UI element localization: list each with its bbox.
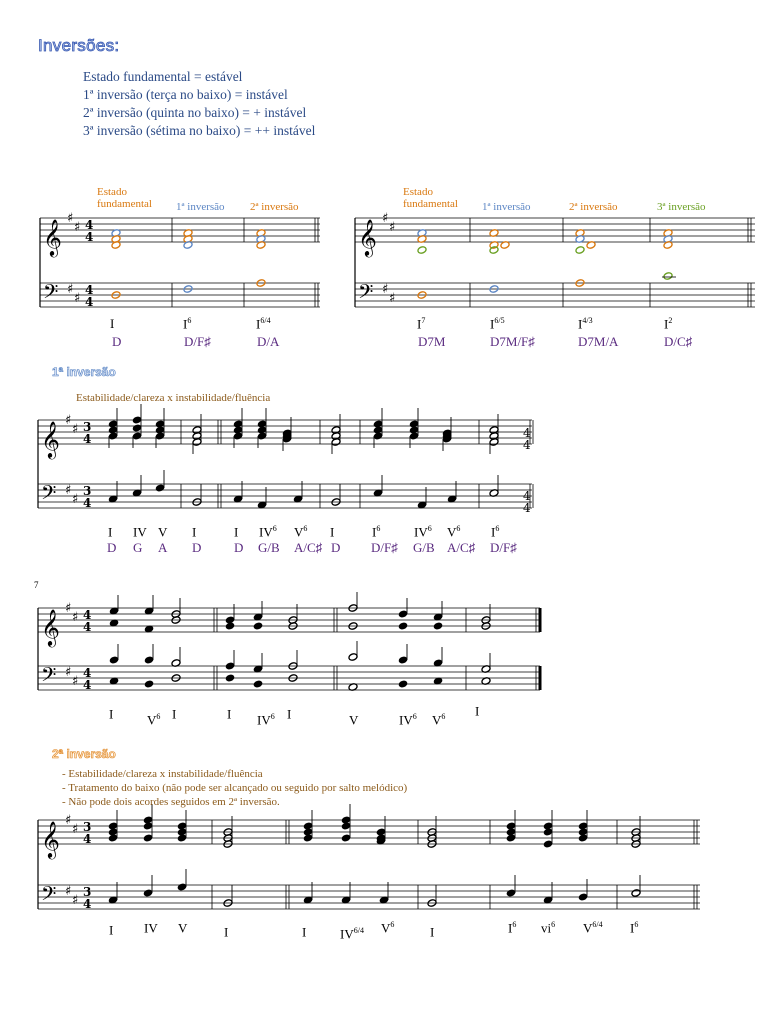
ex2-label-inv2: 2ª inversão (569, 201, 618, 213)
roman-numeral: $V^6$ (381, 920, 395, 936)
note-head (578, 893, 588, 902)
section2-notes (62, 767, 407, 809)
note-head (433, 622, 443, 631)
note-head (108, 834, 118, 843)
section2-note: - Estabilidade/clareza x instabilidade/fluência (62, 768, 263, 780)
time-signature-top: 3 (83, 885, 92, 899)
chord-symbol: G/B (258, 540, 280, 555)
ex1-label-inv1: 1ª inversão (176, 201, 225, 213)
ex1-roman: $I^{6/4}$ (256, 316, 271, 332)
ex1-roman: $I^6$ (183, 316, 192, 332)
chord-symbol: A (158, 540, 168, 555)
sharp-icon: ♯ (65, 601, 72, 616)
ex2-chord: D7M/F♯ (490, 334, 535, 349)
ex2-label-estado: Estado fundamental (403, 186, 458, 210)
note-head (663, 272, 673, 281)
sharp-icon: ♯ (67, 282, 74, 297)
roman-numeral: $I^6$ (508, 920, 517, 936)
chord-symbol: D (234, 540, 244, 555)
roman-numeral: I (287, 706, 292, 722)
roman-numeral: $V^{6/4}$ (583, 920, 603, 936)
time-signature-top: 4 (85, 218, 94, 232)
sharp-icon: ♯ (65, 884, 72, 899)
roman-numeral: $I^6$ (630, 920, 639, 936)
sharp-icon: ♯ (65, 813, 72, 828)
roman-numeral: I (108, 524, 113, 540)
time-signature-bottom: 4 (83, 496, 92, 510)
note-head (143, 834, 153, 843)
roman-numeral: I (224, 924, 229, 940)
note-head (155, 484, 165, 493)
note-head (225, 674, 235, 683)
roman-numeral: I (475, 703, 480, 719)
time-signature-bottom: 4 (83, 832, 92, 846)
note-head (144, 680, 154, 689)
bass-clef-icon: 𝄢 (358, 280, 374, 308)
roman-numeral: $V^6$ (294, 524, 308, 540)
chord-symbol: A/C♯ (447, 540, 476, 555)
sharp-icon: ♯ (65, 413, 72, 428)
time-signature-top: 3 (83, 420, 92, 434)
ex2-roman: $I^7$ (417, 316, 426, 332)
note-head (109, 656, 119, 665)
note-head (233, 432, 243, 441)
note-head (225, 622, 235, 631)
roman-numeral: V (178, 920, 188, 936)
ex1-chord: D (112, 334, 122, 349)
time-signature-bottom: 4 (85, 230, 94, 244)
roman-numeral: I (109, 706, 114, 722)
note-head (409, 432, 419, 441)
treble-clef-icon: 𝄞 (43, 218, 62, 256)
roman-numeral: $IV^6$ (259, 524, 277, 540)
sharp-icon: ♯ (72, 822, 79, 837)
time-signature-bottom: 4 (83, 620, 92, 634)
bass-clef-icon: 𝄢 (41, 882, 57, 910)
chord-symbol: D (107, 540, 117, 555)
section1-subtitle: Estabilidade/clareza x instabilidade/fluência (76, 392, 271, 404)
sharp-icon: ♯ (72, 492, 79, 507)
note-head (543, 828, 553, 837)
section1-heading: 1ª inversão (52, 365, 116, 379)
chord-symbol: D/F♯ (490, 540, 517, 555)
time-signature-bottom: 4 (523, 438, 531, 452)
time-signature-top: 3 (83, 484, 92, 498)
note-head (177, 883, 187, 892)
time-signature-top: 4 (85, 283, 94, 297)
intro-line: 3ª inversão (sétima no baixo) = ++ instável (83, 123, 316, 138)
roman-numeral: I (192, 524, 197, 540)
ex1-label-estado: Estado fundamental (97, 186, 152, 210)
intro-line: 1ª inversão (terça no baixo) = instável (83, 87, 288, 102)
roman-numeral: $IV^6$ (414, 524, 432, 540)
section2-note: - Tratamento do baixo (não pode ser alcançado ou seguido por salto melódico) (62, 782, 408, 794)
note-head (341, 822, 351, 831)
sharp-icon: ♯ (65, 483, 72, 498)
note-head (108, 432, 118, 441)
time-signature-top: 4 (83, 666, 92, 680)
note-head (543, 840, 553, 849)
note-head (132, 416, 142, 425)
note-head (398, 610, 408, 619)
note-head (373, 432, 383, 441)
roman-numeral: $V^6$ (447, 524, 461, 540)
ex1-roman: I (110, 316, 115, 331)
note-head (303, 834, 313, 843)
roman-numeral: I (330, 524, 335, 540)
roman-numeral: I (430, 924, 435, 940)
note-head (132, 432, 142, 441)
sharp-icon: ♯ (389, 291, 396, 306)
bass-clef-icon: 𝄢 (41, 663, 57, 691)
note-head (398, 656, 408, 665)
note-head (253, 622, 263, 631)
chord-symbol: G (133, 540, 143, 555)
treble-clef-icon: 𝄞 (41, 608, 60, 646)
note-head (143, 822, 153, 831)
note-head (143, 889, 153, 898)
ex1-label-inv2: 2ª inversão (250, 201, 299, 213)
treble-clef-icon: 𝄞 (358, 218, 377, 256)
note-head (575, 246, 585, 255)
time-signature-bottom: 4 (83, 897, 92, 911)
roman-numeral: $V^6$ (432, 712, 446, 728)
time-signature-top: 4 (523, 489, 531, 503)
sharp-icon: ♯ (382, 211, 389, 226)
chord-symbol: D (331, 540, 341, 555)
roman-numeral: $I^6$ (372, 524, 381, 540)
bass-clef-icon: 𝄢 (41, 481, 57, 509)
note-head (631, 889, 641, 898)
time-signature-bottom: 4 (83, 678, 92, 692)
note-head (225, 662, 235, 671)
roman-numeral: $IV^6$ (257, 712, 275, 728)
ex2-label-inv3: 3ª inversão (657, 201, 706, 213)
roman-numeral: $V^6$ (147, 712, 161, 728)
note-head (132, 424, 142, 433)
time-signature-top: 4 (523, 426, 531, 440)
roman-numeral: $I^6$ (491, 524, 500, 540)
roman-numeral: $vi^6$ (541, 920, 556, 936)
treble-clef-icon: 𝄞 (41, 820, 60, 858)
ex2-chord: D/C♯ (664, 334, 693, 349)
time-signature-top: 3 (83, 820, 92, 834)
note-head (144, 656, 154, 665)
note-head (348, 653, 358, 662)
time-signature-bottom: 4 (523, 501, 531, 515)
sharp-icon: ♯ (67, 211, 74, 226)
ex2-label-inv1: 1ª inversão (482, 201, 531, 213)
section2-heading: 2ª inversão (52, 747, 116, 761)
ex2-roman: $I^2$ (664, 316, 673, 332)
roman-numeral: I (234, 524, 239, 540)
sharp-icon: ♯ (382, 282, 389, 297)
roman-numeral: I (172, 706, 177, 722)
page-title: Inversões: (38, 36, 120, 55)
sharp-icon: ♯ (389, 220, 396, 235)
treble-clef-icon: 𝄞 (41, 420, 60, 458)
bass-clef-icon: 𝄢 (43, 280, 59, 308)
roman-numeral: I (227, 706, 232, 722)
ex2-chord: D7M (418, 334, 446, 349)
measure-number: 7 (34, 580, 39, 590)
roman-numeral: V (158, 524, 168, 540)
note-head (341, 834, 351, 843)
note-head (398, 622, 408, 631)
roman-numeral: IV (144, 920, 158, 936)
note-head (506, 834, 516, 843)
section2-note: - Não pode dois acordes seguidos em 2ª inversão. (62, 796, 280, 808)
time-signature-bottom: 4 (83, 432, 92, 446)
sharp-icon: ♯ (72, 893, 79, 908)
roman-numeral: $IV^6$ (399, 712, 417, 728)
sharp-icon: ♯ (72, 422, 79, 437)
chord-symbol: G/B (413, 540, 435, 555)
sharp-icon: ♯ (65, 665, 72, 680)
roman-numeral: IV (133, 524, 147, 540)
sharp-icon: ♯ (72, 610, 79, 625)
roman-numeral: $IV^{6/4}$ (340, 926, 364, 942)
note-head (506, 889, 516, 898)
chord-symbol: A/C♯ (294, 540, 323, 555)
time-signature-bottom: 4 (85, 295, 94, 309)
ex1-chord: D/F♯ (184, 334, 211, 349)
sharp-icon: ♯ (72, 674, 79, 689)
note-head (177, 834, 187, 843)
chord-symbol: D (192, 540, 202, 555)
intro-line: 2ª inversão (quinta no baixo) = + instável (83, 105, 307, 120)
roman-numeral: V (349, 712, 359, 728)
note-head (155, 432, 165, 441)
note-head (253, 680, 263, 689)
time-signature-top: 4 (83, 608, 92, 622)
sharp-icon: ♯ (74, 291, 81, 306)
note-head (398, 680, 408, 689)
note-head (417, 246, 427, 255)
ex2-chord: D7M/A (578, 334, 619, 349)
note-head (257, 432, 267, 441)
roman-numeral: I (302, 924, 307, 940)
ex2-roman: $I^{6/5}$ (490, 316, 505, 332)
chord-symbol: D/F♯ (371, 540, 398, 555)
note-head (578, 834, 588, 843)
ex2-roman: $I^{4/3}$ (578, 316, 593, 332)
sharp-icon: ♯ (74, 220, 81, 235)
intro-line: Estado fundamental = estável (83, 69, 243, 84)
ex1-chord: D/A (257, 334, 280, 349)
roman-numeral: I (109, 922, 114, 938)
